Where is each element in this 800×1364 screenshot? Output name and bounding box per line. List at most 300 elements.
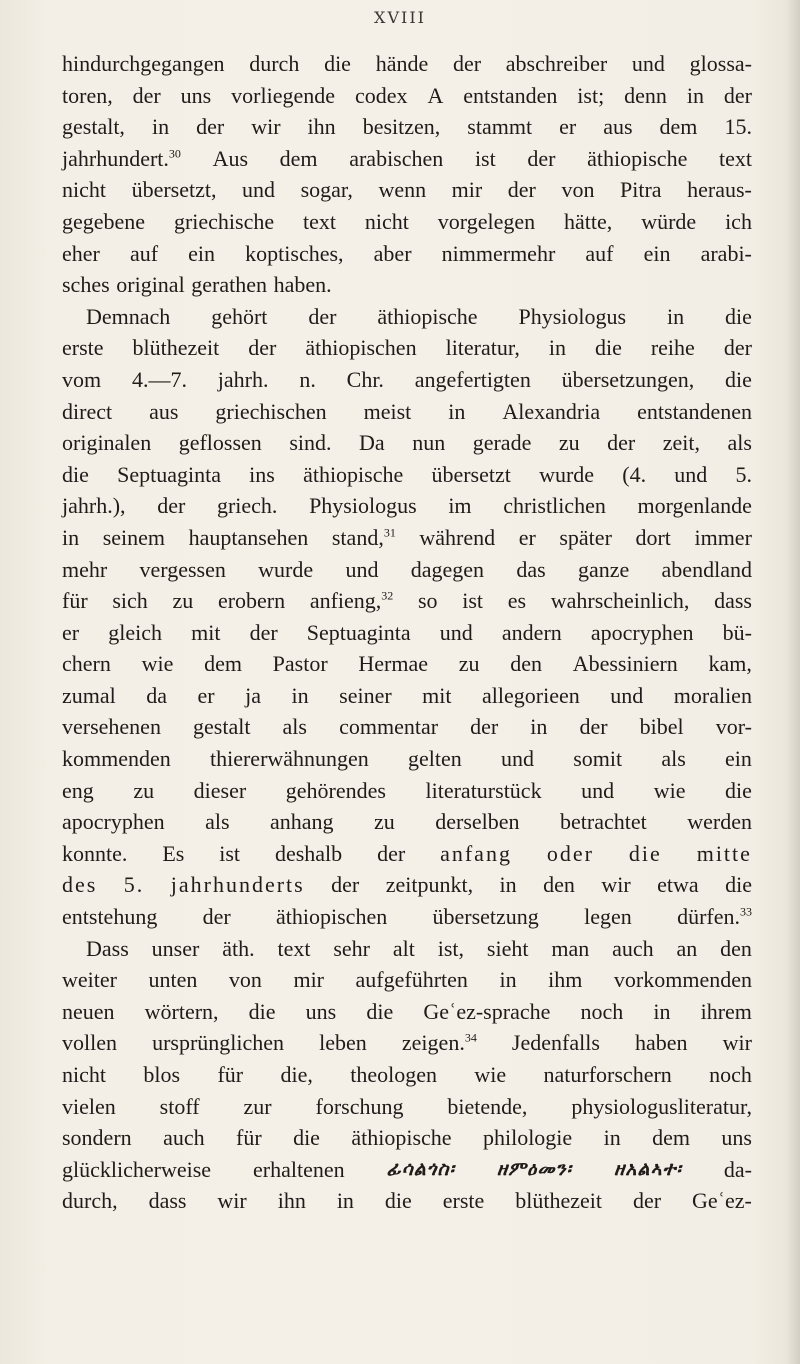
word: für: [62, 588, 88, 614]
word: der: [132, 82, 161, 108]
footnote-ref-33: 33: [739, 904, 752, 919]
word: und: [581, 777, 615, 803]
word: die: [725, 777, 752, 803]
word: der: [632, 1188, 662, 1214]
word: morgenlande: [637, 493, 752, 519]
text-line: [62, 585, 752, 617]
word: denn: [624, 82, 667, 108]
word: n.: [299, 366, 316, 392]
word: sches: [62, 272, 110, 298]
word: christlichen: [503, 493, 606, 519]
text-line: [62, 332, 752, 364]
word: Hermae: [358, 651, 429, 677]
word: text: [303, 208, 337, 234]
word: allegorieen: [482, 682, 580, 708]
word: zu: [458, 651, 480, 677]
text-line: [62, 238, 752, 270]
word: der: [249, 619, 278, 645]
word: stammt: [467, 114, 533, 140]
word: durch: [249, 51, 300, 76]
word: und: [674, 461, 708, 487]
word: ist: [219, 840, 241, 866]
word: Da: [359, 430, 385, 456]
word-with-footnote: [62, 143, 181, 175]
word: als: [727, 430, 752, 456]
word: wir: [217, 1188, 247, 1214]
word: die: [594, 335, 622, 361]
word: dieser: [193, 777, 247, 803]
word: forschung: [315, 1093, 404, 1119]
word: der: [157, 493, 186, 519]
word: für: [236, 1125, 262, 1151]
word: Es: [162, 840, 185, 866]
word: derselben: [435, 809, 520, 835]
word: reihe: [650, 335, 695, 361]
word: ihn: [277, 1188, 306, 1214]
word: während: [419, 524, 496, 550]
word: ist,: [437, 935, 465, 961]
word: äthiopische: [587, 145, 688, 171]
text-line: [62, 838, 752, 870]
word: Geʿez-sprache: [423, 998, 551, 1024]
word: zumal: [62, 682, 116, 708]
word: von: [228, 967, 262, 993]
word: auch: [163, 1125, 205, 1151]
word: Pastor: [272, 651, 328, 677]
word: der: [607, 430, 636, 456]
word: Physiologus: [518, 303, 627, 329]
word: seinem: [102, 524, 166, 550]
word: abendland: [661, 556, 752, 582]
word: der: [196, 114, 225, 140]
word: literatur,: [445, 335, 520, 361]
word: übersetzt: [431, 461, 511, 487]
word: bibel: [639, 714, 684, 740]
word: gestalt,: [62, 114, 125, 140]
word: er: [559, 114, 577, 140]
word: mitte: [696, 840, 752, 866]
text-line: [62, 996, 752, 1028]
word: erste: [442, 1188, 485, 1214]
word: der: [507, 177, 536, 203]
word: ist;: [577, 82, 605, 108]
word: glossa-: [689, 51, 752, 76]
word: äth.: [222, 935, 255, 961]
word: für: [217, 1062, 244, 1087]
word: auf: [585, 240, 614, 266]
word: im: [448, 493, 472, 519]
word: auf: [129, 240, 159, 266]
word: wir: [251, 114, 281, 140]
word: zeitpunkt,: [385, 872, 474, 898]
word: blüthezeit: [132, 335, 220, 361]
word: und: [439, 619, 473, 645]
word: zur: [243, 1093, 272, 1119]
word: die: [725, 303, 752, 329]
word: in: [686, 82, 704, 108]
word: unten: [148, 967, 198, 993]
word: griechischen: [215, 398, 327, 424]
word-with-footnote: [310, 585, 393, 617]
word: gelten: [408, 746, 462, 772]
word: noch: [709, 1062, 752, 1087]
word: griechische: [173, 208, 275, 234]
word: der: [579, 714, 608, 740]
text-line: [62, 680, 752, 712]
word: wörtern,: [144, 998, 219, 1024]
word: haben: [634, 1030, 688, 1056]
word: so: [417, 588, 438, 614]
word: naturforschern: [543, 1062, 672, 1087]
word: in: [548, 335, 566, 361]
word: durch,: [62, 1188, 118, 1214]
word: vom: [62, 366, 102, 392]
word: hauptansehen: [188, 524, 309, 550]
ethiopic-title-word: ዘምዕመን፡: [496, 1157, 573, 1180]
word: dürfen.: [677, 904, 740, 930]
word: sehr: [333, 935, 370, 961]
word: jahrhundert.: [62, 145, 169, 171]
word: aus: [149, 398, 179, 424]
word: vor-: [715, 714, 752, 740]
word: vielen: [62, 1093, 116, 1119]
word: 15.: [724, 114, 752, 140]
word: stand,: [331, 524, 384, 550]
word: das: [516, 556, 546, 582]
body-text: [62, 48, 752, 1217]
word: zu: [374, 809, 395, 835]
word: die: [628, 840, 662, 866]
word: bietende,: [447, 1093, 528, 1119]
word: aber: [373, 240, 412, 266]
word: werden: [687, 809, 752, 835]
word: wenn: [378, 177, 427, 203]
word: 5.: [735, 461, 752, 487]
word: konnte.: [62, 840, 128, 866]
word: unser: [151, 935, 200, 961]
word: auch: [612, 935, 654, 961]
word: stoff: [159, 1093, 200, 1119]
word: dem: [204, 651, 242, 677]
text-line: [62, 648, 752, 680]
word: Septuaginta: [306, 619, 411, 645]
word: später: [559, 524, 612, 550]
word: commentar: [339, 714, 439, 740]
word: ein: [725, 746, 752, 772]
word: Abessiniern: [572, 651, 678, 677]
word: uns: [305, 998, 337, 1024]
word: ein: [643, 240, 671, 266]
word: die: [293, 1125, 320, 1151]
text-line: [62, 1091, 752, 1123]
word: in: [62, 524, 80, 550]
word: somit: [573, 746, 623, 772]
ethiopic-title-word: ዘአልኣተ፡: [613, 1157, 682, 1180]
word: vergessen: [139, 556, 226, 582]
footnote-ref-34: 34: [464, 1031, 477, 1046]
word: seiner: [339, 682, 392, 708]
word: der: [723, 335, 752, 361]
text-line: [62, 711, 752, 743]
word: Septuaginta: [117, 461, 221, 487]
page-number: XVIII: [374, 8, 426, 27]
word: äthiopischen: [305, 335, 417, 361]
word: der: [331, 872, 360, 898]
word: jahrhunderts: [170, 872, 305, 898]
word: weiter: [62, 967, 117, 993]
word: glücklicherweise: [62, 1156, 212, 1182]
word: koptisches,: [245, 240, 344, 266]
word: da: [146, 682, 168, 708]
word: der: [308, 303, 337, 329]
word: codex: [354, 82, 408, 108]
word: als: [205, 809, 230, 835]
word: sondern: [62, 1125, 132, 1151]
word: die: [248, 998, 276, 1024]
word: Dass: [86, 935, 129, 961]
word: Alexandria: [502, 398, 601, 424]
text-line: [62, 459, 752, 491]
word: äthiopischen: [276, 904, 388, 930]
word: anfieng,: [309, 588, 382, 614]
word: 5.: [123, 872, 145, 898]
word: sind.: [289, 430, 332, 456]
word: ins: [249, 461, 275, 487]
word: gleich: [108, 619, 162, 645]
word: jahrh.: [217, 366, 269, 392]
word: geflossen: [178, 430, 262, 456]
word: den: [510, 651, 542, 677]
word: gehört: [211, 303, 268, 329]
word: apocryphen: [62, 809, 165, 835]
word: den: [543, 872, 575, 898]
word: angefertigten: [414, 366, 531, 392]
word: meist: [363, 398, 412, 424]
word: an: [676, 935, 698, 961]
word: Physiologus: [309, 493, 417, 519]
word: text: [277, 935, 311, 961]
word: hände: [375, 51, 429, 76]
word: gestalt: [193, 714, 251, 740]
word: ein: [188, 240, 216, 266]
text-line: [62, 364, 752, 396]
word: und: [631, 51, 665, 76]
word: als: [282, 714, 307, 740]
word: immer: [694, 524, 752, 550]
word: wir: [601, 872, 631, 898]
word: hindurchgegangen: [62, 51, 225, 76]
word: erste: [62, 335, 104, 361]
word: man: [551, 935, 590, 961]
word: ihm: [548, 967, 583, 993]
word: der: [452, 51, 482, 76]
text-line: [62, 206, 752, 238]
word: kommenden: [62, 746, 171, 772]
word: nicht: [62, 177, 106, 203]
word: arabischen: [349, 145, 444, 171]
word: neuen: [62, 998, 115, 1024]
word: von: [561, 177, 595, 203]
word: in: [603, 1125, 621, 1151]
word: jahrh.),: [62, 493, 126, 519]
word: haben.: [273, 272, 332, 298]
text-line: [62, 427, 752, 459]
word: des: [62, 872, 98, 898]
word: erobern: [217, 588, 286, 614]
word: die: [384, 1188, 412, 1214]
word: A: [427, 82, 444, 108]
word: Demnach: [86, 303, 171, 329]
word: mit: [191, 619, 221, 645]
word: er: [62, 619, 80, 645]
word-with-footnote: [677, 901, 752, 933]
text-line: [62, 775, 752, 807]
word: anhang: [270, 809, 334, 835]
word: dem: [652, 1125, 691, 1151]
word: mehr: [62, 556, 108, 582]
word: noch: [580, 998, 624, 1024]
word: originalen: [62, 430, 152, 456]
text-line: [62, 269, 752, 301]
word: ganze: [577, 556, 630, 582]
word: wurde: [539, 461, 595, 487]
word: vorgelegen: [437, 208, 536, 234]
word: er: [197, 682, 215, 708]
word: in: [499, 872, 517, 898]
word: Jedenfalls: [511, 1030, 600, 1056]
word: da-: [723, 1156, 752, 1182]
word: der: [470, 714, 499, 740]
word: apocryphen: [590, 619, 694, 645]
word: Geʿez-: [692, 1188, 752, 1214]
text-line: [62, 301, 752, 333]
word: (4.: [622, 461, 647, 487]
word: Chr.: [346, 366, 384, 392]
word: text: [719, 145, 752, 171]
word: vorkommenden: [613, 967, 752, 993]
text-line: [62, 1154, 752, 1186]
word: in: [336, 1188, 354, 1214]
word: theologen: [350, 1062, 437, 1087]
word: dagegen: [410, 556, 485, 582]
text-line: [62, 490, 752, 522]
page-edge-shadow: [786, 0, 800, 1364]
word: der: [527, 145, 556, 171]
text-line: [62, 1122, 752, 1154]
word: wurde: [258, 556, 314, 582]
text-line: [62, 1185, 752, 1217]
text-line: [62, 1059, 752, 1091]
word: äthiopische: [377, 303, 478, 329]
word: der: [723, 82, 752, 108]
word: er: [518, 524, 536, 550]
word: die: [725, 366, 752, 392]
text-line: [62, 617, 752, 649]
word: in: [448, 398, 466, 424]
word: griech.: [216, 493, 278, 519]
word: dort: [635, 524, 671, 550]
word: in: [151, 114, 170, 140]
word: blos: [143, 1062, 181, 1087]
text-line: [62, 396, 752, 428]
word: kam,: [708, 651, 752, 677]
footnote-ref-30: 30: [168, 146, 181, 161]
word: eher: [62, 240, 100, 266]
text-line: [62, 964, 752, 996]
word: ihn: [307, 114, 336, 140]
word: der: [377, 840, 406, 866]
word: und: [345, 556, 379, 582]
word: 4.—7.: [131, 366, 187, 392]
word: direct: [62, 398, 113, 424]
text-line: [62, 554, 752, 586]
word: übersetzung: [432, 904, 539, 930]
word: ist: [462, 588, 484, 614]
word: den: [720, 935, 752, 961]
word: abschreiber: [505, 51, 608, 76]
word: die,: [280, 1062, 313, 1087]
word: die: [366, 998, 394, 1024]
word: physiologusliteratur,: [571, 1093, 752, 1119]
text-line: [62, 806, 752, 838]
word: Pitra: [620, 177, 662, 203]
word: äthiopische: [303, 461, 404, 487]
word: versehenen: [62, 714, 161, 740]
word: ist: [474, 145, 496, 171]
word: literaturstück: [425, 777, 542, 803]
word: gerathen: [191, 272, 268, 298]
word: oder: [546, 840, 594, 866]
word: dem: [659, 114, 698, 140]
word: Aus: [212, 145, 249, 171]
word: hätte,: [564, 208, 613, 234]
word: in: [653, 998, 671, 1024]
word: zu: [172, 588, 194, 614]
footnote-ref-32: 32: [381, 588, 394, 603]
word: mit: [422, 682, 452, 708]
text-line: [62, 901, 752, 933]
word: eng: [62, 777, 94, 803]
word: vorliegende: [231, 82, 336, 108]
word: nun: [412, 430, 446, 456]
word: würde: [641, 208, 697, 234]
text-line: [62, 743, 752, 775]
word: dem: [279, 145, 318, 171]
ethiopic-title-word: ፊሳልጎስ፡: [386, 1157, 455, 1180]
word: deshalb: [274, 840, 343, 866]
word: entstehung: [62, 904, 158, 930]
word: nimmermehr: [441, 240, 556, 266]
word: und: [242, 177, 276, 203]
word: und: [501, 746, 535, 772]
word: moralien: [673, 682, 752, 708]
word: die: [62, 461, 89, 487]
word: ich: [725, 208, 752, 234]
word: arabi-: [700, 240, 752, 266]
word: ja: [245, 682, 262, 708]
text-line: [62, 522, 752, 554]
word: aus: [603, 114, 633, 140]
word: dass: [148, 1188, 187, 1214]
word: bü-: [722, 619, 752, 645]
word-with-footnote: [332, 522, 396, 554]
word: etwa: [657, 872, 699, 898]
word: sogar,: [300, 177, 353, 203]
word: nicht: [62, 1062, 106, 1087]
word: ihrem: [700, 998, 752, 1024]
word: wir: [722, 1030, 752, 1056]
word: blüthezeit: [515, 1188, 603, 1214]
